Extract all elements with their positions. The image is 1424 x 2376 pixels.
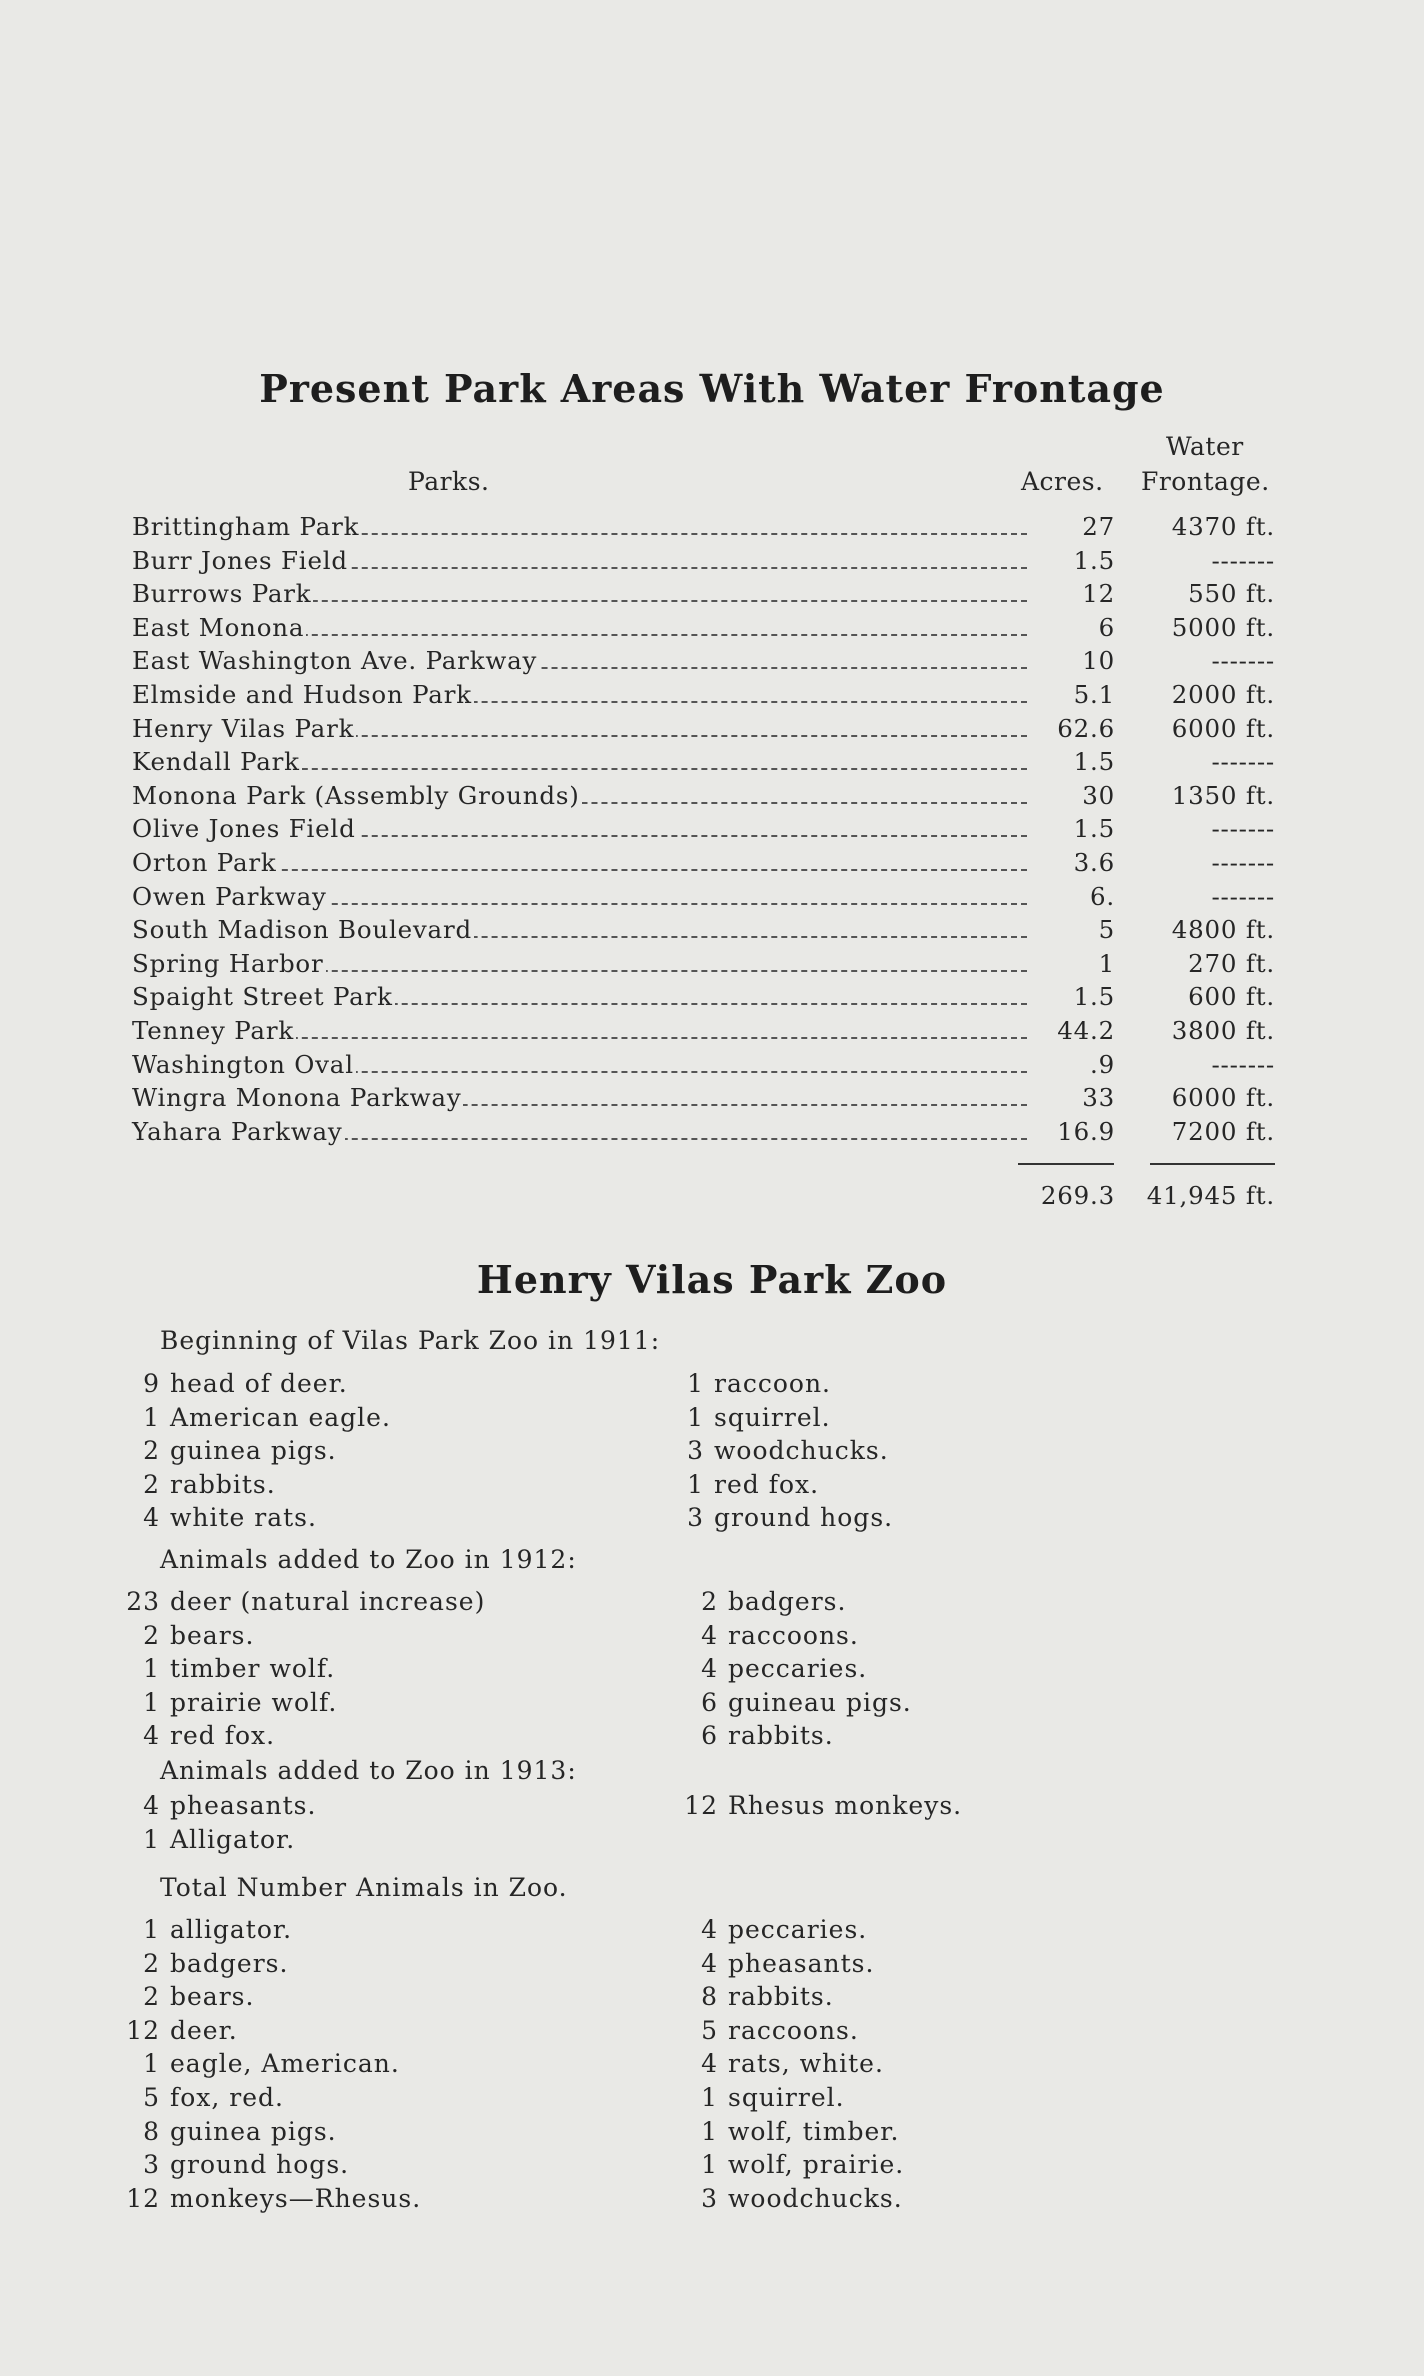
animal-count: 8 [143,2116,160,2146]
animal-count: 4 [143,1791,160,1820]
park-row [132,546,1275,579]
animal-count: 1 [687,1469,704,1499]
park-row [132,512,1275,545]
animal-name: rabbits. [728,1721,834,1751]
animal-count: 12 [126,2015,160,2045]
animal-count: 6 [701,1721,718,1751]
animal-count: 4 [701,1654,718,1684]
animal-name: timber wolf. [170,1654,336,1684]
zoo-animal-item [122,1949,288,1982]
animal-count: 2 [143,1620,160,1650]
animal-count: 5 [701,2015,718,2045]
zoo-animal-item [122,1436,337,1469]
animal-count: 4 [143,1503,160,1533]
park-water-frontage: 4800 ft. [1171,915,1275,945]
animal-name: prairie wolf. [170,1687,338,1717]
animal-name: guineau pigs. [728,1687,912,1717]
zoo-animal-item [122,1721,275,1754]
animal-name: guinea pigs. [170,1436,337,1466]
park-name: Olive Jones Field [132,814,356,844]
zoo-animal-item [680,1621,859,1654]
park-acres: 1.5 [1073,747,1115,777]
zoo-animal-item [122,2049,400,2082]
park-name: Spring Harbor [132,948,324,978]
animal-count: 5 [143,2083,160,2112]
park-acres: 6. [1090,881,1115,911]
animal-count: 4 [701,1915,718,1944]
park-water-frontage: ------- [1211,814,1275,844]
animal-count: 12 [684,1791,718,1820]
park-water-frontage: 600 ft. [1188,982,1275,1012]
animal-count: 23 [126,1587,160,1616]
animal-name: eagle, American. [170,2049,400,2079]
park-row [132,982,1275,1015]
park-row [132,579,1275,612]
park-row [132,848,1275,881]
park-row [132,714,1275,747]
animal-count: 12 [126,2183,160,2213]
park-name: Spaight Street Park [132,982,393,1012]
park-acres: 5 [1098,915,1115,945]
park-acres: 1.5 [1073,982,1115,1012]
zoo-animal-item [680,2184,903,2217]
zoo-animal-item [666,1436,889,1469]
park-water-frontage: ------- [1211,848,1275,877]
park-water-frontage: 3800 ft. [1171,1016,1275,1045]
animal-name: ground hogs. [170,2150,350,2180]
animal-count: 1 [701,2150,718,2180]
zoo-animal-item [122,2016,238,2049]
park-name: Elmside and Hudson Park [132,680,472,709]
animal-name: wolf, prairie. [728,2150,905,2180]
animal-name: raccoons. [728,1620,859,1650]
park-name: Kendall Park [132,747,300,777]
park-row [132,747,1275,780]
park-acres: 62.6 [1057,713,1115,743]
water-header-line2: Frontage. [1141,467,1270,496]
zoo-animal-item [122,1587,485,1620]
animal-count: 1 [687,1402,704,1432]
animal-count: 8 [701,1982,718,2012]
animal-count: 1 [143,1402,160,1432]
animal-name: American eagle. [170,1402,391,1432]
animal-name: red fox. [714,1469,820,1499]
animal-name: deer. [170,2015,238,2045]
zoo-animal-item [122,1825,295,1858]
park-row [132,1016,1275,1049]
park-acres: 30 [1082,780,1115,810]
zoo-animal-item [122,1403,391,1436]
park-water-frontage: 2000 ft. [1171,680,1275,709]
animal-count: 3 [687,1503,704,1533]
park-water-frontage: 550 ft. [1188,579,1275,609]
water-header-line1: Water [1166,432,1244,461]
park-water-frontage: 1350 ft. [1171,780,1275,810]
animal-name: peccaries. [728,1654,868,1684]
animal-count: 1 [701,2083,718,2112]
total-acres: 269.3 [1040,1181,1115,1210]
animal-name: raccoon. [714,1369,832,1398]
animal-count: 3 [143,2150,160,2180]
park-name: East Monona [132,612,305,642]
animal-name: ground hogs. [714,1503,894,1533]
animal-count: 1 [143,1915,160,1944]
animal-count: 1 [143,1824,160,1854]
zoo-animal-item [122,2184,421,2217]
park-water-frontage: 270 ft. [1188,948,1275,978]
zoo-animal-item [666,1470,819,1503]
park-row [132,613,1275,646]
zoo-animal-item [122,2117,337,2150]
zoo-animal-item [122,1369,348,1402]
animal-name: deer (natural increase) [170,1587,486,1616]
park-acres: 12 [1082,579,1115,609]
animal-name: rats, white. [728,2049,884,2079]
park-water-frontage: ------- [1211,545,1275,575]
park-name: Yahara Parkway [132,1116,343,1146]
animal-count: 6 [701,1687,718,1717]
parks-column-header: Parks. [408,467,490,496]
animal-name: raccoons. [728,2015,859,2045]
zoo-animal-item [666,1503,893,1536]
zoo-animal-item [680,2150,904,2183]
animal-name: badgers. [728,1587,847,1616]
water-total-rule [1150,1163,1275,1165]
park-water-frontage: 4370 ft. [1171,512,1275,541]
zoo-animal-item [122,1791,316,1824]
park-acres: 10 [1082,646,1115,676]
animal-count: 2 [143,1436,160,1466]
park-acres: 1.5 [1073,545,1115,575]
park-name: East Washington Ave. Parkway [132,646,538,676]
park-name: Henry Vilas Park [132,713,355,743]
zoo-title: Henry Vilas Park Zoo [476,1257,948,1302]
zoo-group-heading: Animals added to Zoo in 1912: [160,1545,577,1574]
animal-name: woodchucks. [714,1436,889,1466]
park-name: Orton Park [132,848,277,877]
animal-name: guinea pigs. [170,2116,337,2146]
animal-name: rabbits. [170,1469,276,1499]
animal-count: 1 [687,1369,704,1398]
park-row [132,781,1275,814]
animal-name: bears. [170,1982,255,2012]
animal-name: red fox. [170,1721,276,1751]
zoo-animal-item [680,2016,859,2049]
animal-name: peccaries. [728,1915,868,1944]
park-name: Owen Parkway [132,881,327,911]
animal-name: white rats. [170,1503,317,1533]
animal-name: woodchucks. [728,2183,903,2213]
zoo-animal-item [122,1654,335,1687]
animal-name: pheasants. [170,1791,317,1820]
park-water-frontage: 6000 ft. [1171,1083,1275,1113]
animal-name: bears. [170,1620,255,1650]
zoo-animal-item [122,1470,276,1503]
animal-count: 4 [143,1721,160,1751]
park-row [132,646,1275,679]
zoo-animal-item [680,1915,867,1948]
park-acres: 44.2 [1057,1016,1115,1045]
park-name: Washington Oval [132,1049,354,1079]
zoo-animal-item [666,1403,831,1436]
animal-name: fox, red. [170,2083,284,2112]
park-water-frontage: ------- [1211,646,1275,676]
zoo-animal-item [680,2117,899,2150]
animal-count: 4 [701,1620,718,1650]
zoo-group-heading: Total Number Animals in Zoo. [160,1873,568,1902]
animal-count: 4 [701,1948,718,1978]
zoo-animal-item [666,1369,831,1402]
animal-name: monkeys—Rhesus. [170,2183,422,2213]
zoo-animal-item [122,1503,317,1536]
park-acres: 27 [1082,512,1115,541]
animal-count: 2 [143,1469,160,1499]
park-acres: 1.5 [1073,814,1115,844]
zoo-animal-item [122,1915,292,1948]
park-name: South Madison Boulevard [132,915,472,945]
zoo-group-heading: Animals added to Zoo in 1913: [160,1756,577,1785]
zoo-animal-item [680,2049,884,2082]
park-name: Brittingham Park [132,512,360,541]
park-acres: 3.6 [1073,848,1115,877]
park-water-frontage: ------- [1211,1049,1275,1079]
park-row [132,814,1275,847]
animal-name: alligator. [170,1915,293,1944]
animal-count: 1 [143,2049,160,2079]
park-row [132,915,1275,948]
animal-count: 3 [701,2183,718,2213]
animal-count: 2 [143,1982,160,2012]
zoo-animal-item [680,1688,912,1721]
park-water-frontage: 5000 ft. [1171,612,1275,642]
park-name: Tenney Park [132,1016,294,1045]
park-water-frontage: ------- [1211,747,1275,777]
park-acres: 16.9 [1057,1116,1115,1146]
animal-name: squirrel. [714,1402,831,1432]
animal-name: rabbits. [728,1982,834,2012]
park-water-frontage: 6000 ft. [1171,713,1275,743]
zoo-animal-item [122,2150,349,2183]
animal-count: 1 [143,1654,160,1684]
park-acres: 1 [1098,948,1115,978]
zoo-animal-item [680,1791,962,1824]
animal-name: squirrel. [728,2083,845,2112]
park-row [132,680,1275,713]
park-acres: 6 [1098,612,1115,642]
park-acres: .9 [1090,1049,1115,1079]
zoo-animal-item [122,1621,254,1654]
zoo-animal-item [680,1721,834,1754]
animal-count: 2 [701,1587,718,1616]
zoo-animal-item [680,2083,845,2116]
zoo-animal-item [680,1982,834,2015]
total-water-frontage: 41,945 ft. [1146,1181,1275,1210]
park-name: Burrows Park [132,579,312,609]
animal-count: 9 [143,1369,160,1398]
zoo-animal-item [680,1587,846,1620]
zoo-animal-item [122,1688,337,1721]
animal-name: Rhesus monkeys. [728,1791,963,1820]
acres-total-rule [1018,1163,1114,1165]
acres-column-header: Acres. [1021,467,1104,496]
animal-count: 1 [143,1687,160,1717]
park-name: Monona Park (Assembly Grounds) [132,780,580,810]
zoo-animal-item [122,1982,254,2015]
zoo-animal-item [680,1949,874,1982]
animal-count: 3 [687,1436,704,1466]
animal-name: wolf, timber. [728,2116,900,2146]
zoo-animal-item [680,1654,867,1687]
park-water-frontage: ------- [1211,881,1275,911]
park-row [132,1050,1275,1083]
park-row [132,1083,1275,1116]
park-name: Burr Jones Field [132,545,348,575]
park-acres: 33 [1082,1083,1115,1113]
zoo-animal-item [122,2083,284,2116]
park-name: Wingra Monona Parkway [132,1083,462,1113]
animal-count: 1 [701,2116,718,2146]
animal-count: 4 [701,2049,718,2079]
park-row [132,949,1275,982]
park-row [132,882,1275,915]
animal-name: Alligator. [170,1824,296,1854]
animal-name: head of deer. [170,1369,348,1398]
park-water-frontage: 7200 ft. [1171,1116,1275,1146]
park-row [132,1117,1275,1150]
zoo-group-heading: Beginning of Vilas Park Zoo in 1911: [160,1326,661,1355]
animal-name: badgers. [170,1948,289,1978]
park-areas-title: Present Park Areas With Water Frontage [259,366,1165,411]
animal-count: 2 [143,1948,160,1978]
park-acres: 5.1 [1073,680,1115,709]
animal-name: pheasants. [728,1948,875,1978]
